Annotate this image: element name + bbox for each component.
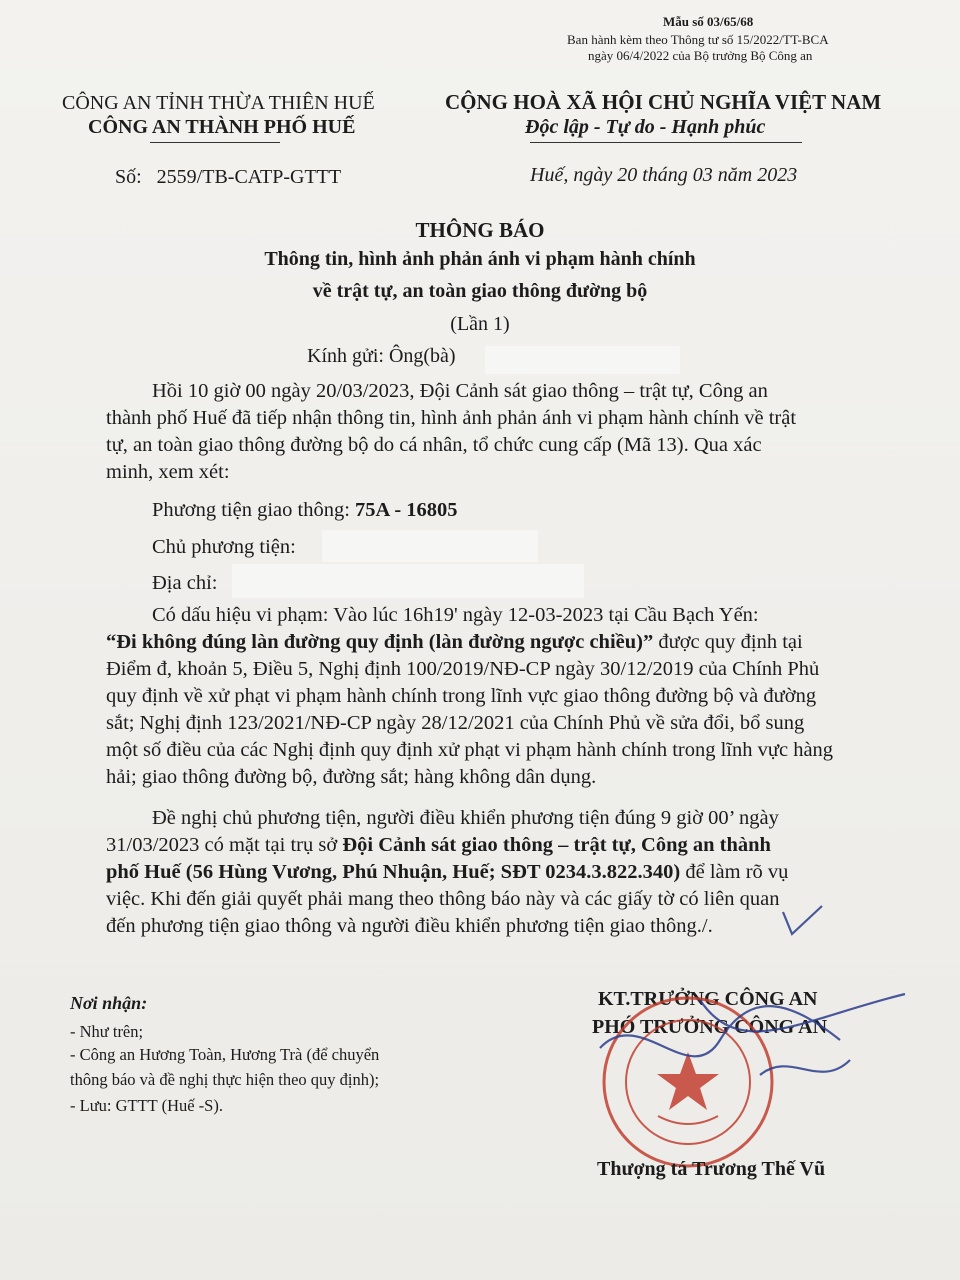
violation-line: Có dấu hiệu vi phạm: Vào lúc 16h19' ngày 12-03-2023 tại Cầu Bạch Yến: [152,604,759,626]
owner-label: Chủ phương tiện: [152,536,296,558]
signer-name: Thượng tá Trương Thế Vũ [597,1158,826,1180]
recipient-label: Kính gửi: Ông(bà) [307,345,456,367]
recipient-item: - Lưu: GTTT (Huế -S). [70,1096,223,1115]
national-motto: Độc lập - Tự do - Hạnh phúc [525,116,766,138]
violation-line: một số điều của các Nghị định quy định xử phạt vi phạm hành chính trong lĩnh vực hàng [106,739,834,761]
document-number: Số: 2559/TB-CATP-GTTT [115,166,342,188]
request-address: phố Huế (56 Hùng Vương, Phú Nhuận, Huế; SĐT 0234.3.822.340) [106,861,681,883]
request-office: Đội Cảnh sát giao thông – trật tự, Công an thành [342,834,771,856]
document-title: THÔNG BÁO [415,218,545,242]
request-text: để làm rõ vụ [680,861,789,883]
violation-text: được quy định tại [653,631,803,653]
document-subtitle-1: Thông tin, hình ảnh phản ánh vi phạm hành chính [264,248,696,270]
signature-title-2: PHÓ TRƯỞNG CÔNG AN [592,1016,828,1038]
form-number: Mẫu số 03/65/68 [663,14,754,29]
violation-description: “Đi không đúng làn đường quy định (làn đường ngược chiều)” [106,631,654,653]
vehicle-label: Phương tiện giao thông: [152,499,350,521]
national-title: CỘNG HOÀ XÃ HỘI CHỦ NGHĨA VIỆT NAM [445,90,882,114]
violation-line: hải; giao thông đường bộ, đường sắt; hàng không dân dụng. [106,766,597,788]
recipient-item: - Công an Hương Toàn, Hương Trà (để chuyển [70,1045,380,1064]
recipients-title: Nơi nhận: [70,993,148,1013]
address-label: Địa chỉ: [152,572,218,594]
attempt-number: (Lần 1) [450,313,510,335]
para1-line: tự, an toàn giao thông đường bộ do cá nhân, tổ chức cung cấp (Mã 13). Qua xác [106,434,762,456]
request-text: 31/03/2023 có mặt tại trụ sở [106,834,343,856]
agency-parent: CÔNG AN TỈNH THỪA THIÊN HUẾ [62,92,375,114]
form-issued-date: ngày 06/4/2022 của Bộ trưởng Bộ Công an [588,48,813,63]
request-line: việc. Khi đến giải quyết phải mang theo thông báo này và các giấy tờ có liên quan [106,888,780,910]
para1-line: thành phố Huế đã tiếp nhận thông tin, hình ảnh phản ánh vi phạm hành chính về trật [106,407,797,429]
recipient-item: thông báo và đề nghị thực hiện theo quy định); [70,1070,380,1089]
para1-line: Hồi 10 giờ 00 ngày 20/03/2023, Đội Cảnh sát giao thông – trật tự, Công an [152,380,768,402]
place-date: Huế, ngày 20 tháng 03 năm 2023 [530,164,798,186]
recipient-item: - Như trên; [70,1022,144,1041]
signature-title-1: KT.TRƯỞNG CÔNG AN [598,988,818,1010]
signature-mark [600,906,905,1075]
document-subtitle-2: về trật tự, an toàn giao thông đường bộ [312,280,648,302]
request-line: đến phương tiện giao thông và người điều khiển phương tiện giao thông./. [106,915,713,937]
official-stamp [604,998,772,1166]
para1-line: minh, xem xét: [106,461,230,483]
vehicle-plate: 75A - 16805 [355,499,458,521]
violation-line: quy định về xử phạt vi phạm hành chính trong lĩnh vực giao thông đường bộ và đường [106,685,817,707]
violation-line: sắt; Nghị định 123/2021/NĐ-CP ngày 28/12/2021 của Chính Phủ về sửa đổi, bổ sung [106,712,805,734]
violation-line: Điểm đ, khoản 5, Điều 5, Nghị định 100/2019/NĐ-CP ngày 30/12/2019 của Chính Phủ [106,658,820,680]
request-line: Đề nghị chủ phương tiện, người điều khiển phương tiện đúng 9 giờ 00’ ngày [152,807,779,829]
form-issued-with: Ban hành kèm theo Thông tư số 15/2022/TT-BCA [567,32,829,47]
agency-name: CÔNG AN THÀNH PHỐ HUẾ [88,116,356,138]
